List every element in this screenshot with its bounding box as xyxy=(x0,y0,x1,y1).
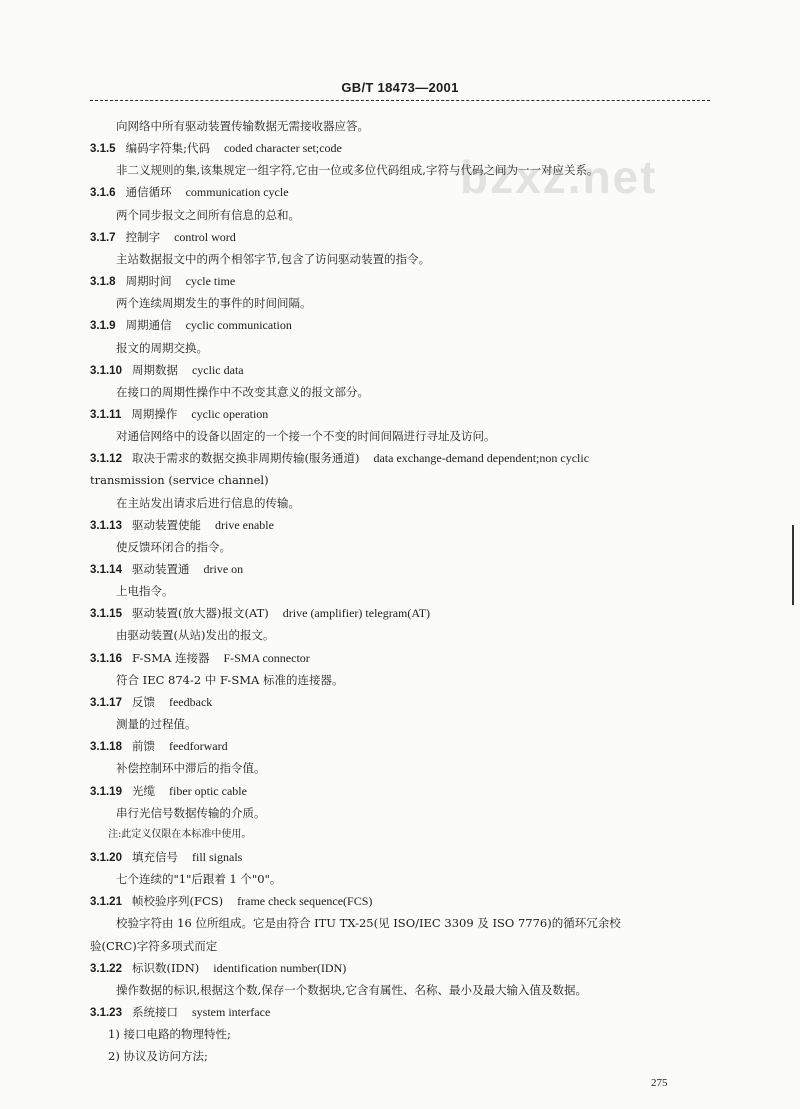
term-entry xyxy=(90,450,589,467)
term-chinese: 帧校验序列(FCS) xyxy=(131,894,224,909)
page-number: 275 xyxy=(651,1077,668,1089)
term-entry xyxy=(90,694,212,711)
term-english: coded character set;code xyxy=(223,141,342,156)
term-entry xyxy=(90,893,372,910)
term-number: 3.1.11 xyxy=(90,408,122,421)
term-chinese: 前馈 xyxy=(131,739,155,754)
term-entry xyxy=(90,738,228,755)
term-chinese: 通信循环 xyxy=(125,185,172,200)
term-chinese: 周期时间 xyxy=(125,274,172,289)
definition-text: 使反馈环闭合的指令。 xyxy=(116,539,231,554)
term-chinese: 标识数(IDN) xyxy=(131,960,200,975)
term-entry xyxy=(90,605,430,622)
term-chinese: 周期操作 xyxy=(131,406,178,421)
term-entry xyxy=(90,849,242,866)
term-chinese: 填充信号 xyxy=(131,849,178,864)
term-english: frame check sequence(FCS) xyxy=(237,894,373,909)
term-english: cyclic operation xyxy=(191,406,269,421)
term-chinese: 光缆 xyxy=(131,783,155,798)
term-number: 3.1.21 xyxy=(90,896,122,909)
term-number: 3.1.6 xyxy=(90,187,116,200)
term-chinese: 编码字符集;代码 xyxy=(125,141,210,156)
definition-text: 校验字符由 16 位所组成。它是由符合 ITU TX-25(见 ISO/IEC 3309 及 ISO 7776)的循环冗余校 xyxy=(116,916,621,931)
definition-text: 七个连续的"1"后跟着 1 个"0"。 xyxy=(116,872,282,887)
term-entry xyxy=(90,317,292,334)
term-number: 3.1.16 xyxy=(90,652,122,665)
term-entry xyxy=(90,362,244,379)
definition-text: 两个同步报文之间所有信息的总和。 xyxy=(116,207,300,222)
header-divider xyxy=(90,100,710,101)
term-number: 3.1.19 xyxy=(90,785,122,798)
term-chinese: 周期通信 xyxy=(125,318,172,333)
definition-text: 测量的过程值。 xyxy=(116,717,197,732)
term-entry xyxy=(90,650,310,667)
definition-text: 串行光信号数据传输的介质。 xyxy=(116,805,266,820)
term-number: 3.1.9 xyxy=(90,320,116,333)
term-entry xyxy=(90,517,274,534)
term-english: feedback xyxy=(168,694,213,709)
term-chinese: 驱动装置使能 xyxy=(131,517,201,532)
term-number: 3.1.23 xyxy=(90,1007,122,1019)
term-chinese: 取决于需求的数据交换非周期传输(服务通道) xyxy=(131,451,360,466)
term-english: drive enable xyxy=(214,517,274,532)
definition-text: 主站数据报文中的两个相邻字节,包含了访问驱动装置的指令。 xyxy=(116,251,431,266)
term-number: 3.1.22 xyxy=(90,962,122,975)
term-english: F-SMA connector xyxy=(223,650,310,665)
term-chinese: 反馈 xyxy=(131,694,155,709)
definition-text: 在主站发出请求后进行信息的传输。 xyxy=(116,495,300,510)
term-number: 3.1.14 xyxy=(90,564,122,576)
term-english: drive on xyxy=(203,562,244,576)
term-english: cyclic data xyxy=(191,362,244,377)
term-english: fiber optic cable xyxy=(168,783,247,798)
definition-text: transmission (service channel) xyxy=(90,473,269,488)
watermark: bzxz.net xyxy=(460,151,658,203)
definition-text: 对通信网络中的设备以固定的一个接一个不变的时间间隔进行寻址及访问。 xyxy=(116,429,496,444)
term-number: 3.1.12 xyxy=(90,453,122,466)
term-entry xyxy=(90,960,346,977)
term-english: system interface xyxy=(191,1005,271,1019)
term-number: 3.1.13 xyxy=(90,519,122,532)
definition-text: 1) 接口电路的物理特性; xyxy=(108,1027,231,1042)
definition-text: 非二义规则的集,该集规定一组字符,它由一位或多位代码组成,字符与代码之间为一一对应关系。 xyxy=(116,163,599,178)
term-chinese: 系统接口 xyxy=(131,1005,178,1019)
term-entry xyxy=(90,140,342,157)
term-english: fill signals xyxy=(191,849,243,864)
definition-text: 验(CRC)字符多项式而定 xyxy=(90,938,218,953)
term-entry xyxy=(90,184,289,201)
note-text: 注:此定义仅限在本标准中使用。 xyxy=(108,828,252,840)
term-chinese: 驱动装置(放大器)报文(AT) xyxy=(131,606,269,621)
term-english: communication cycle xyxy=(185,185,289,200)
term-chinese: 控制字 xyxy=(125,229,161,244)
term-english: cycle time xyxy=(185,274,236,289)
document-header: GB/T 18473—2001 xyxy=(341,80,459,95)
term-entry xyxy=(90,273,235,290)
term-number: 3.1.15 xyxy=(90,608,122,621)
definition-text: 上电指令。 xyxy=(116,584,174,599)
term-entry xyxy=(90,229,236,246)
term-entry xyxy=(90,783,247,800)
term-number: 3.1.17 xyxy=(90,696,122,709)
term-number: 3.1.10 xyxy=(90,364,122,377)
term-entry xyxy=(90,561,243,578)
term-number: 3.1.7 xyxy=(90,231,116,244)
term-number: 3.1.5 xyxy=(90,143,116,156)
term-english: control word xyxy=(174,229,236,244)
definition-text: 两个连续周期发生的事件的时间间隔。 xyxy=(116,296,312,311)
definition-text: 补偿控制环中滞后的指令值。 xyxy=(116,761,266,776)
term-entry xyxy=(90,1004,270,1021)
definition-text: 2) 协议及访问方法; xyxy=(108,1049,208,1064)
term-number: 3.1.20 xyxy=(90,851,122,864)
definition-text: 向网络中所有驱动装置传输数据无需接收器应答。 xyxy=(116,119,369,133)
term-english: identification number(IDN) xyxy=(213,960,347,975)
definition-text: 由驱动装置(从站)发出的报文。 xyxy=(116,628,275,643)
term-number: 3.1.18 xyxy=(90,741,122,754)
term-number: 3.1.8 xyxy=(90,276,116,289)
term-english: feedforward xyxy=(168,739,228,754)
definition-text: 在接口的周期性操作中不改变其意义的报文部分。 xyxy=(116,384,369,399)
term-chinese: F-SMA 连接器 xyxy=(131,650,210,665)
term-entry xyxy=(90,406,268,423)
term-chinese: 驱动装置通 xyxy=(131,562,190,576)
term-english: data exchange-demand dependent;non cyclic xyxy=(373,451,590,466)
scan-edge-mark xyxy=(792,525,794,605)
definition-text: 符合 IEC 874-2 中 F-SMA 标准的连接器。 xyxy=(116,672,344,687)
definition-text: 操作数据的标识,根据这个数,保存一个数据块,它含有属性、名称、最小及最大输入值及数据。 xyxy=(116,982,587,997)
term-english: drive (amplifier) telegram(AT) xyxy=(282,606,431,621)
term-chinese: 周期数据 xyxy=(131,362,178,377)
definition-text: 报文的周期交换。 xyxy=(116,340,208,355)
term-english: cyclic communication xyxy=(185,318,292,333)
